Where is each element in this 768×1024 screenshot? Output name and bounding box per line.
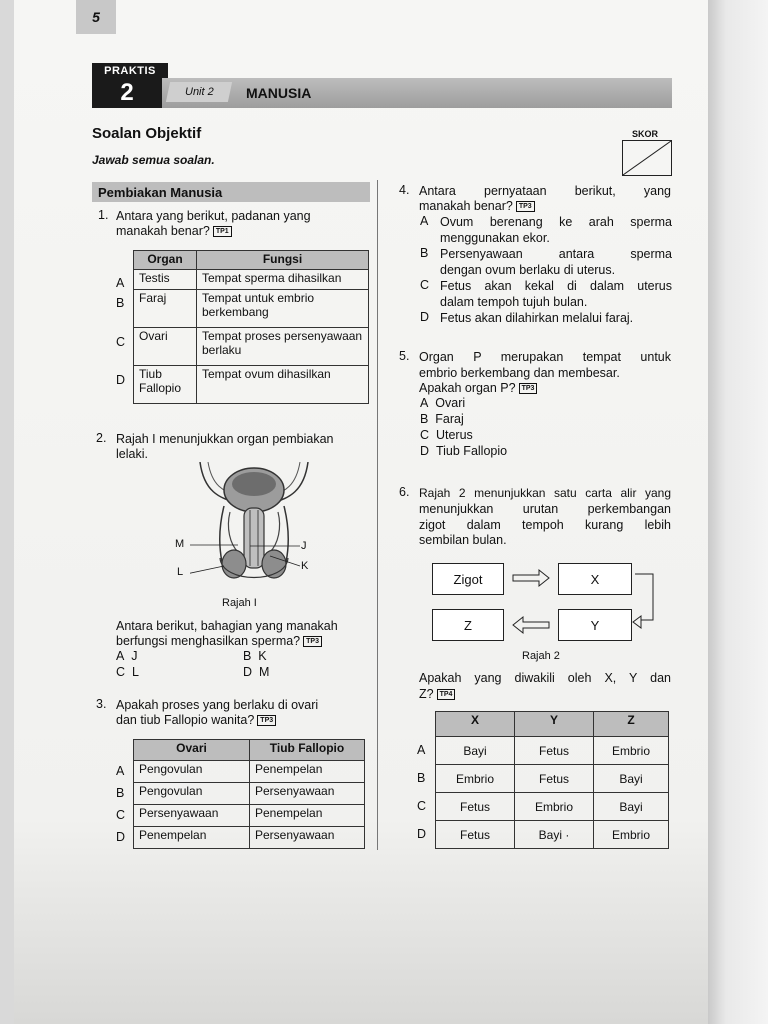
table-cell: Bayi <box>436 737 515 765</box>
q1-option-letter[interactable]: D <box>116 373 126 387</box>
flow-arrows <box>505 560 660 642</box>
q5-text-line2: embrio berkembang dan membesar. <box>419 366 620 380</box>
q6-option-letter[interactable]: A <box>417 743 426 757</box>
option-letter: A <box>420 396 429 410</box>
q5-option[interactable] <box>420 428 473 442</box>
tp-badge: TP4 <box>437 689 456 700</box>
q6-question: Z? <box>419 687 434 701</box>
q4-option-letter[interactable]: A <box>420 214 429 228</box>
q1-text-line2 <box>116 223 232 239</box>
tp-badge: TP3 <box>303 636 322 647</box>
diagram-label-j: J <box>301 540 307 552</box>
q6-question-line2 <box>419 686 455 702</box>
praktis-number: 2 <box>92 78 162 108</box>
instruction: Jawab semua soalan. <box>92 153 215 167</box>
q1-number: 1. <box>98 208 109 222</box>
option-value: L <box>131 665 139 679</box>
topic-heading: Pembiakan Manusia <box>92 182 370 202</box>
q4-option-text: Ovum berenang ke arah sperma <box>440 215 672 229</box>
table-cell: Bayi <box>594 793 669 821</box>
table-cell: Tempat proses persenyawaan berlaku <box>197 328 369 366</box>
flow-box-z: Z <box>432 609 504 641</box>
table-cell: Fetus <box>436 793 515 821</box>
q6-table <box>435 711 669 849</box>
q4-option-letter[interactable]: B <box>420 246 429 260</box>
table-header: Ovari <box>134 740 250 761</box>
diagram-label-k: K <box>301 560 309 572</box>
q3-question: dan tiub Fallopio wanita? <box>116 713 255 727</box>
table-cell: Embrio <box>515 793 594 821</box>
table-cell: Pengovulan <box>134 761 250 783</box>
skor-label: SKOR <box>632 129 659 139</box>
flow-box-x: X <box>558 563 632 595</box>
table-cell: Embrio <box>436 765 515 793</box>
q4-question: manakah benar? <box>419 199 513 213</box>
table-header: Fungsi <box>197 251 369 270</box>
diagram-caption: Rajah I <box>222 597 257 609</box>
q2-option[interactable] <box>243 665 269 679</box>
q2-text-line1: Rajah I menunjukkan organ pembiakan <box>116 432 334 446</box>
option-value: Faraj <box>435 412 464 426</box>
q2-question-line1: Antara berikut, bahagian yang manakah <box>116 619 338 633</box>
diagram-label-l: L <box>177 566 184 578</box>
q5-question: Apakah organ P? <box>419 381 516 395</box>
flow-box-y: Y <box>558 609 632 641</box>
table-cell: Fetus <box>436 821 515 849</box>
q4-option-text: Persenyawaan antara sperma <box>440 247 672 261</box>
q3-table <box>133 739 365 849</box>
table-cell: Faraj <box>134 290 197 328</box>
q6-text-line2: menunjukkan urutan perkembangan <box>419 502 671 516</box>
unit-label-text: Unit 2 <box>184 86 214 98</box>
option-letter: C <box>420 428 430 442</box>
q4-option-text: Fetus akan dilahirkan melalui faraj. <box>440 311 634 325</box>
q3-option-letter[interactable]: D <box>116 830 126 844</box>
q2-question: berfungsi menghasilkan sperma? <box>116 634 301 648</box>
table-cell: Pengovulan <box>134 783 250 805</box>
option-value: K <box>258 649 267 663</box>
table-cell: Bayi · <box>515 821 594 849</box>
q4-text-line2 <box>419 198 535 214</box>
q3-text-line1: Apakah proses yang berlaku di ovari <box>116 698 319 712</box>
table-header: X <box>436 712 515 737</box>
q3-option-letter[interactable]: C <box>116 808 126 822</box>
option-letter: B <box>243 649 252 663</box>
chapter-title: MANUSIA <box>246 85 312 101</box>
q2-text-line2: lelaki. <box>116 447 148 461</box>
q2-option[interactable] <box>116 665 139 679</box>
section-title: Soalan Objektif <box>92 125 202 142</box>
q4-option-text: dengan ovum berlaku di uterus. <box>440 263 616 277</box>
table-cell: Penempelan <box>134 827 250 849</box>
table-header: Y <box>515 712 594 737</box>
table-cell: Tempat untuk embrio berkembang <box>197 290 369 328</box>
table-cell: Tempat sperma dihasilkan <box>197 270 369 290</box>
table-cell: Penempelan <box>250 805 365 827</box>
q4-option-text: Fetus akan kekal di dalam uterus <box>440 279 672 293</box>
table-cell: Persenyawaan <box>134 805 250 827</box>
tp-badge: TP3 <box>516 201 535 212</box>
q2-option[interactable] <box>116 649 138 663</box>
table-cell: Persenyawaan <box>250 827 365 849</box>
q1-option-letter[interactable]: C <box>116 335 126 349</box>
q4-option-text: dalam tempoh tujuh bulan. <box>440 295 588 309</box>
q2-option[interactable] <box>243 649 267 663</box>
q6-text-line4: sembilan bulan. <box>419 533 507 547</box>
skor-box[interactable] <box>622 140 672 176</box>
q6-number: 6. <box>399 485 410 499</box>
option-value: Ovari <box>435 396 466 410</box>
diagram-label-m: M <box>175 538 185 550</box>
q6-option-letter[interactable]: B <box>417 771 426 785</box>
q3-option-letter[interactable]: B <box>116 786 125 800</box>
table-cell: Penempelan <box>250 761 365 783</box>
q2-number: 2. <box>96 431 107 445</box>
flow-caption: Rajah 2 <box>522 650 560 662</box>
q3-text-line2 <box>116 712 276 728</box>
q5-option[interactable] <box>420 444 507 458</box>
q5-text-line1: Organ P merupakan tempat untuk <box>419 350 671 364</box>
table-cell: Fetus <box>515 765 594 793</box>
q5-number: 5. <box>399 349 410 363</box>
option-letter: C <box>116 665 126 679</box>
option-value: M <box>258 665 270 679</box>
q1-text-line1: Antara yang berikut, padanan yang <box>116 209 311 223</box>
q4-text-line1: Antara pernyataan berikut, yang <box>419 184 671 198</box>
q3-option-letter[interactable]: A <box>116 764 125 778</box>
option-letter: D <box>243 665 253 679</box>
q4-option-letter[interactable]: C <box>420 278 430 292</box>
q5-option[interactable] <box>420 396 465 410</box>
q5-option[interactable] <box>420 412 464 426</box>
table-header: Tiub Fallopio <box>250 740 365 761</box>
flow-box-zigot: Zigot <box>432 563 504 595</box>
q6-option-letter[interactable]: D <box>417 827 427 841</box>
table-cell: Bayi <box>594 765 669 793</box>
table-header: Organ <box>134 251 197 270</box>
q4-number: 4. <box>399 183 410 197</box>
q4-option-text: menggunakan ekor. <box>440 231 550 245</box>
table-cell: Embrio <box>594 737 669 765</box>
q1-option-letter[interactable]: A <box>116 276 125 290</box>
table-cell: Ovari <box>134 328 197 366</box>
q6-question-line1: Apakah yang diwakili oleh X, Y dan <box>419 671 671 685</box>
option-value: Uterus <box>435 428 473 442</box>
table-cell: Tiub Fallopio <box>134 366 197 404</box>
option-value: J <box>131 649 138 663</box>
page-number: 5 <box>76 0 116 34</box>
column-divider <box>377 180 378 850</box>
option-letter: B <box>420 412 429 426</box>
q6-option-letter[interactable]: C <box>417 799 427 813</box>
q3-number: 3. <box>96 697 107 711</box>
table-cell: Embrio <box>594 821 669 849</box>
table-cell: Tempat ovum dihasilkan <box>197 366 369 404</box>
option-letter: A <box>116 649 125 663</box>
table-cell: Testis <box>134 270 197 290</box>
q1-option-letter[interactable]: B <box>116 296 125 310</box>
q1-table <box>133 250 369 404</box>
option-value: Tiub Fallopio <box>435 444 508 458</box>
q4-option-letter[interactable]: D <box>420 310 430 324</box>
tp-badge: TP3 <box>519 383 538 394</box>
q5-text-line3 <box>419 380 537 396</box>
tp-badge: TP1 <box>213 226 232 237</box>
table-cell: Persenyawaan <box>250 783 365 805</box>
tp-badge: TP3 <box>257 715 276 726</box>
q6-text-line3: zigot dalam tempoh kurang lebih <box>419 518 671 532</box>
table-header: Z <box>594 712 669 737</box>
table-cell: Fetus <box>515 737 594 765</box>
praktis-tab: PRAKTIS <box>92 63 168 78</box>
q2-question-line2 <box>116 633 322 649</box>
q6-text-line1: Rajah 2 menunjukkan satu carta alir yang <box>419 486 671 500</box>
q1-question: manakah benar? <box>116 224 210 238</box>
option-letter: D <box>420 444 430 458</box>
page-edge <box>708 0 768 1024</box>
unit-label <box>166 82 232 102</box>
